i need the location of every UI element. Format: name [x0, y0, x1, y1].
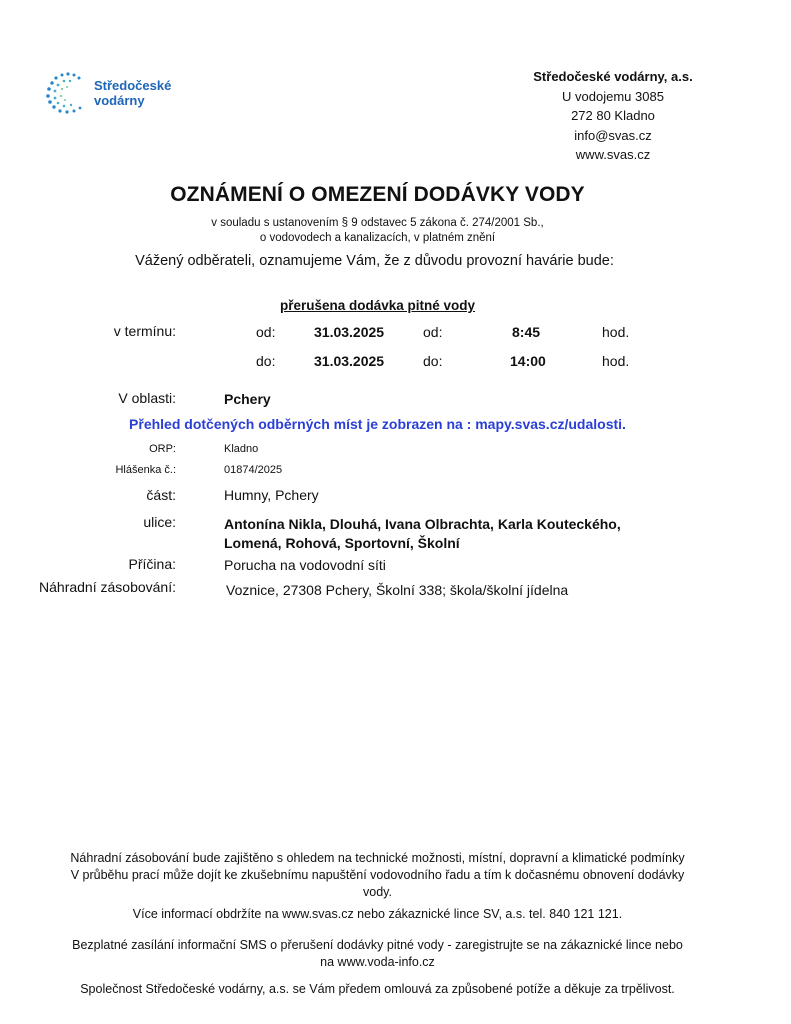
report-label: Hlášenka č.:	[115, 464, 176, 476]
footer-sms-line-1: Bezplatné zasílání informační SMS o přerušení dodávky pitné vody - zaregistrujte se na zákaznické lince nebo	[72, 938, 683, 952]
footer-apology: Společnost Středočeské vodárny, a.s. se Vám předem omlouvá za způsobené potíže a děkuje za trpělivost.	[80, 982, 675, 996]
subtitle-line-2: o vodovodech a kanalizacích, v platném znění	[259, 232, 496, 244]
footer-line-1: Náhradní zásobování bude zajištěno s ohledem na technické možnosti, místní, dopravní a klimatické podmínky	[70, 851, 685, 865]
company-street: U vodojemu 3085	[562, 88, 664, 104]
greeting-text: Vážený odběrateli, oznamujeme Vám, že z důvodu provozní havárie bude:	[135, 253, 614, 269]
dotted-circle-logo-icon	[44, 70, 92, 116]
streets-line-2: Lomená, Rohová, Sportovní, Školní	[224, 535, 460, 551]
streets-value	[224, 515, 621, 553]
term-from-label: od:	[256, 324, 276, 340]
term-from-date: 31.03.2025	[314, 324, 385, 340]
notice-subtitle	[0, 216, 755, 246]
area-value: Pchery	[224, 391, 271, 407]
term-to-time: 14:00	[510, 353, 546, 369]
company-email: info@svas.cz	[574, 127, 652, 143]
streets-line-1: Antonína Nikla, Dlouhá, Ivana Olbrachta, Karla Kouteckého,	[224, 516, 621, 532]
company-address-block	[513, 67, 713, 165]
term-from-time-label: od:	[423, 324, 443, 340]
term-to-label: do:	[256, 353, 276, 369]
company-web: www.svas.cz	[575, 147, 651, 162]
footer-line-2: V průběhu prací může dojít ke zkušebnímu napuštění vodovodního řadu a tím k dočasnému obnovení dodávky	[70, 868, 685, 882]
streets-label: ulice:	[143, 514, 176, 530]
term-to-time-label: do:	[423, 353, 443, 369]
term-from-unit: hod.	[602, 324, 630, 340]
footer-info: Více informací obdržíte na www.svas.cz nebo zákaznické lince SV, a.s. tel. 840 121 121.	[132, 907, 623, 921]
company-city: 272 80 Kladno	[571, 108, 655, 123]
logo-wordmark	[94, 78, 171, 108]
area-label: V oblasti:	[118, 390, 176, 406]
cause-value: Porucha na vodovodní síti	[224, 557, 386, 573]
orp-value: Kladno	[224, 443, 259, 455]
part-value: Humny, Pchery	[224, 487, 319, 503]
subtitle-line-1: v souladu s ustanovením § 9 odstavec 5 zákona č. 274/2001 Sb.,	[211, 217, 544, 229]
term-to-unit: hod.	[602, 353, 630, 369]
orp-label: ORP:	[149, 443, 176, 455]
cause-label: Příčina:	[128, 556, 176, 572]
logo-line-1: Středočeské	[94, 78, 172, 93]
logo-line-2: vodárny	[94, 93, 145, 108]
notice-title: OZNÁMENÍ O OMEZENÍ DODÁVKY VODY	[170, 183, 585, 206]
footer-sms	[20, 937, 735, 971]
footer-supply-note	[20, 850, 735, 901]
company-logo	[44, 70, 204, 116]
footer-line-3: vody.	[363, 885, 392, 899]
interruption-heading: přerušena dodávka pitné vody	[279, 298, 476, 313]
report-value: 01874/2025	[224, 464, 283, 476]
term-to-date: 31.03.2025	[314, 353, 385, 369]
supply-value: Voznice, 27308 Pchery, Školní 338; škola/školní jídelna	[226, 582, 569, 598]
company-name: Středočeské vodárny, a.s.	[533, 69, 693, 84]
term-from-time: 8:45	[512, 324, 541, 340]
part-label: část:	[146, 487, 176, 503]
supply-label: Náhradní zásobování:	[39, 579, 176, 595]
affected-points-link[interactable]: Přehled dotčených odběrných míst je zobrazen na : mapy.svas.cz/udalosti.	[129, 416, 626, 432]
footer-sms-line-2: na www.voda-info.cz	[320, 955, 435, 969]
term-label: v termínu:	[113, 323, 176, 339]
